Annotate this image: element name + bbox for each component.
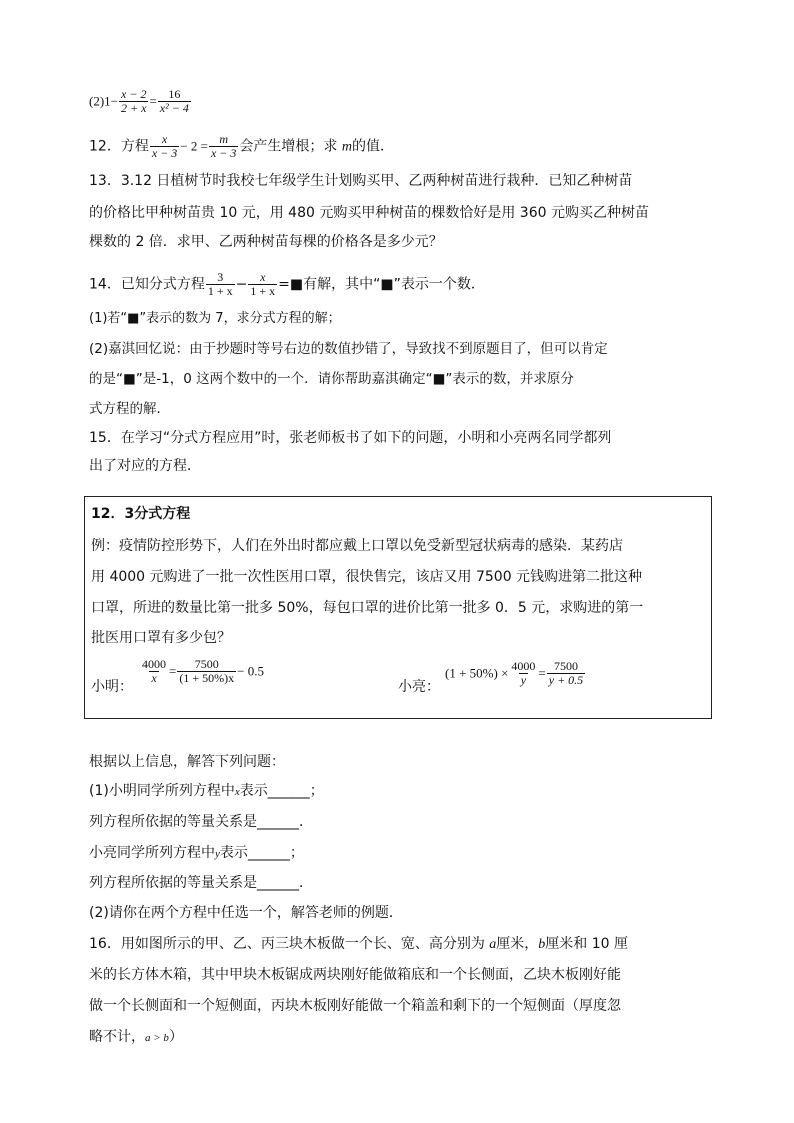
xiaoming-label: 小明： [91,679,133,695]
box-title: 12．3分式方程 [91,506,191,522]
intro-text: 根据以上信息，解答下列问题： [89,754,285,770]
numerator: m [219,132,228,146]
numerator: 4000 [142,657,166,671]
text: − 2 = [180,138,208,154]
numerator: 16 [168,87,181,101]
q14-part2-line: (2)嘉淇回忆说：由于抄题时等号右边的数值抄错了，导致找不到原题目了，但可以肯定 [89,341,608,357]
fraction [509,660,537,687]
text: 的值． [351,138,394,155]
fraction [209,133,238,160]
numerator: x [260,270,266,284]
text: 会产生增根；求 [239,138,342,155]
fraction [119,88,148,115]
answer-line: 列方程所依据的等量关系是______． [89,875,313,891]
equals: = [538,665,546,681]
box-line: 用 4000 元购进了一批一次性医用口罩，很快售完，该店又用 7500 元钱购进第二批这种 [91,569,643,585]
numerator: x [161,132,168,146]
q16-line [89,934,628,955]
fraction [158,88,191,115]
fraction [150,133,179,160]
denominator: 2 + x [121,101,147,115]
denominator: 1 + x [207,284,233,298]
text: 略不计， [89,1029,145,1045]
q14 [89,271,485,298]
q14-part1: (1)若“■”表示的数为 7，求分式方程的解； [89,311,341,326]
text: (1 + 50%) × [445,665,509,681]
denominator: 1 + x [250,284,276,298]
text: 表示______； [219,845,304,861]
denominator: x − 3 [151,146,178,160]
text: 12．方程 [89,138,149,155]
denominator: y [520,673,527,687]
text: − 0.5 [237,663,264,679]
variable: a [489,937,497,952]
condition: a > b [145,1032,169,1044]
q13-line: 棵数的 2 倍．求甲、乙两种树苗每棵的价格各是多少元？ [89,234,443,250]
q13-line: 13．3.12 日植树节时我校七年级学生计划购买甲、乙两种树苗进行栽种．已知乙种树苗 [89,173,633,189]
fraction [547,660,585,687]
denominator: x² − 4 [159,101,189,115]
numerator: 3 [217,270,224,284]
xiaoming-equation [139,658,264,685]
text: (1)小明同学所列方程中 [89,783,235,799]
denominator: x − 3 [210,146,237,160]
label: (2) [89,93,105,109]
numerator: 7500 [194,657,219,671]
q12 [89,133,394,160]
text: ） [168,1029,183,1045]
variable: x [234,786,240,798]
q15-line: 15．在学习“分式方程应用”时，张老师板书了如下的问题，小明和小亮两名同学都列 [89,430,612,446]
answer-line: (2)请你在两个方程中任选一个，解答老师的例题． [89,905,403,921]
text: 16．用如图所示的甲、乙、丙三块木板做一个长、宽、高分别为 [89,936,490,952]
answer-line: 列方程所依据的等量关系是______． [89,814,313,830]
answer-line [89,843,304,864]
variable: b [538,937,546,952]
equals: = [169,663,177,679]
box-line: 口罩，所进的数量比第一批多 50%，每包口罩的进价比第一批多 0．5 元，求购进的第一 [91,600,644,616]
lhs: 1− [104,93,119,109]
fraction [177,658,236,685]
numerator: 7500 [553,659,578,673]
q11-part2 [89,88,192,115]
box-line: 例：疫情防控形势下，人们在外出时都应戴上口罩以免受新型冠状病毒的感染．某药店 [91,538,623,554]
variable: y [215,848,220,860]
xiaoliang-equation [445,660,586,687]
fraction [140,658,168,685]
q13-line: 的价格比甲种树苗贵 10 元，用 480 元购买甲种树苗的棵数恰好是用 360 元购买乙种树苗 [89,205,649,221]
text: =■有解，其中“■”表示一个数． [278,276,485,293]
numerator: 4000 [511,659,536,673]
fraction [206,271,235,298]
minus: − [235,276,248,293]
xiaoliang-label: 小亮： [398,679,440,695]
q14-part2-line: 式方程的解． [89,401,170,417]
numerator: x − 2 [121,87,147,101]
denominator: x [151,671,157,685]
denominator: y + 0.5 [548,673,584,687]
denominator: (1 + 50%)x [179,671,235,685]
text: 表示______； [239,783,324,799]
q16-line [89,1027,183,1048]
variable: m [341,139,352,155]
example-box [84,496,712,719]
fraction [248,271,277,298]
text: 14．已知分式方程 [89,276,205,293]
q16-line: 米的长方体木箱，其中甲块木板锯成两块刚好能做箱底和一个长侧面，乙块木板刚好能 [89,967,621,983]
answer-line [89,781,324,802]
text: 厘米和 10 厘 [545,936,628,952]
box-line: 批医用口罩有多少包？ [91,630,231,646]
text: 厘米， [496,936,539,952]
equals: = [149,93,157,109]
q16-line: 做一个长侧面和一个短侧面，丙块木板刚好能做一个箱盖和剩下的一个短侧面（厚度忽 [89,998,621,1014]
text: 小亮同学所列方程中 [89,845,215,861]
q14-part2-line: 的是“■”是-1，0 这两个数中的一个．请你帮助嘉淇确定“■”表示的数，并求原分 [89,371,574,387]
q15-line: 出了对应的方程． [89,458,201,474]
